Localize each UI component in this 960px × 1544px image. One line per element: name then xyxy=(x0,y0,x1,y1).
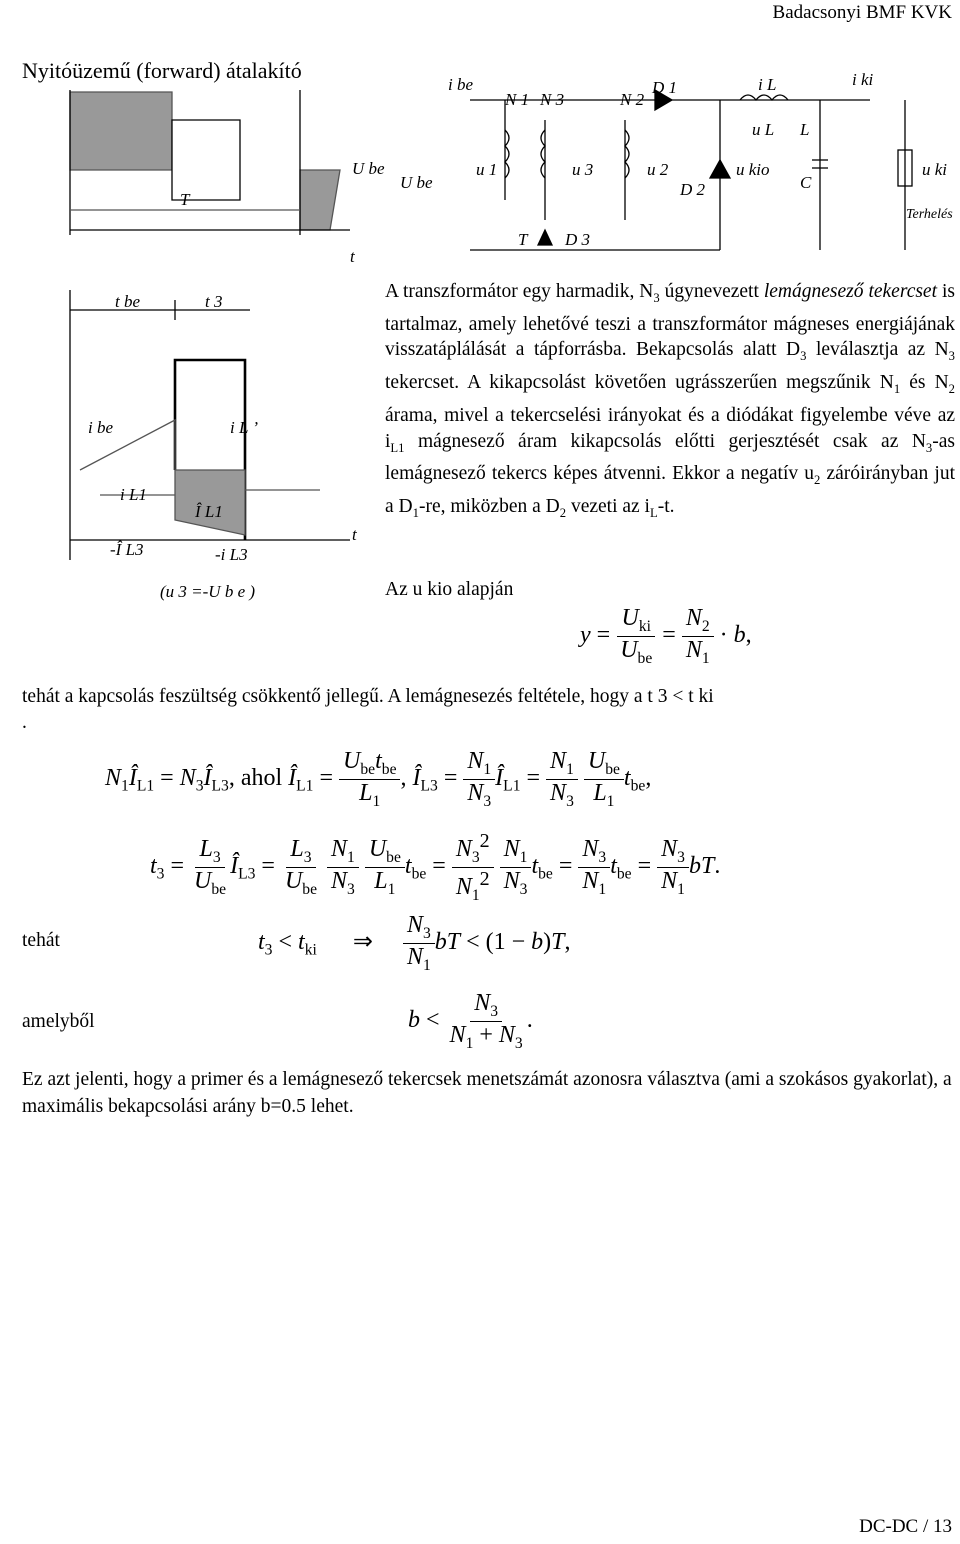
lbl-ibe-wave: i be xyxy=(88,418,114,437)
lbl-iL1: i L1 xyxy=(120,485,147,504)
line-tehat: tehát a kapcsolás feszültség csökkentő jellegű. A lemágnesezés feltétele, hogy a t 3 < t ki xyxy=(22,686,714,707)
lbl-iL: i L xyxy=(758,75,777,94)
lbl-u2: u 2 xyxy=(647,160,669,179)
line-uki: Az u kio alapján xyxy=(385,579,514,600)
lbl-N1: N 1 xyxy=(505,90,530,109)
lbl-N2: N 2 xyxy=(620,90,645,109)
page-footer: DC-DC / 13 xyxy=(859,1516,952,1537)
lbl-D1: D 1 xyxy=(652,78,678,97)
equation-t3: $t_3$ = $\frac{L_3}{U_{be}}$ $Î_{L3}$ = $\frac{L_3}{U_{be}}$ $\frac{N_1}{N_3}$ $\frac{U_{be}}{L_1}$ $t_{be}$ = $\frac{N_3^2}{N_1^2}$ $\frac{N_1}{N_3}$ $t_{be}$ = $\frac{N_3}{N_1}$ $t_{be}$ = $\frac{N_3}{N_1}$ bT. xyxy=(150,830,721,904)
page-title: Nyitóüzemű (forward) átalakító xyxy=(22,58,302,83)
lbl-D2: D 2 xyxy=(680,180,706,199)
lbl-D3: D 3 xyxy=(565,230,591,249)
body-paragraph: A transzformátor egy harmadik, $N_3$ úgynevezett lemágnesező tekercset is tartalmaz, amely lehetővé teszi a transzformátor mágneses energiájának visszatáplálását a tápforrásba. Bekapcsolás alatt $D_3$ leválasztja az $N_3$ tekercset. A kikapcsolást követően ugrásszerűen megszűnik $N_1$ és $N_2$ árama, mivel a tekercselési irányokat és a diódákat figyelembe véve az $i_{L1}$ mágnesező áram kikapcsolás előtti gerjesztését csak az $N_3-as$ lemágnesező tekercs képes átvenni. Ekkor a negatív $u_2$ záróirányban jut a $D_1-re$, miközben a $D_2$ vezeti az $i_L-t$. xyxy=(385,281,955,520)
lbl-ukio: u kio xyxy=(736,160,770,179)
conclusion: Ez azt jelenti, hogy a primer és a lemágnesező tekercsek menetszámát azonosra választva (ami a szokásos gyakorlat), a maximális bekapcsolási arány b=0.5 lehet. xyxy=(22,1069,952,1117)
equation-tehat: $t_3 < t_{ki}$ ⇒ $\frac{N_3}{N_1}$ bT < (1 − b)T, xyxy=(258,912,571,974)
lbl-u1: u 1 xyxy=(476,160,498,179)
lbl-N3: N 3 xyxy=(540,90,565,109)
lbl-uki: u ki xyxy=(922,160,948,179)
equation-y: y = $\frac{U_{ki}}{U_{be}}$ = $\frac{N_2}{N_1}$ · b, xyxy=(580,605,752,667)
page-header: Badacsonyi BMF KVK xyxy=(772,2,952,23)
lbl-C: C xyxy=(800,173,812,192)
lbl-tbe: t be xyxy=(115,292,141,311)
label-amelybol: amelyből xyxy=(22,1011,95,1032)
lbl-iki: i ki xyxy=(852,70,874,89)
ube-pulse xyxy=(300,170,340,230)
dot: . xyxy=(22,712,27,733)
lbl-u3eq: (u 3 =-U b e ) xyxy=(160,582,256,601)
lbl-uL: u L xyxy=(752,120,775,139)
lbl-ube-circ: U be xyxy=(400,173,433,192)
lbl-IL1hat: Î L1 xyxy=(195,502,223,521)
lbl-terheles: Terhelés xyxy=(906,207,953,222)
lbl-t-bottom: t xyxy=(352,525,357,544)
equation-currents: $N_1Î_{L1}$ = $N_3Î_{L3}$, ahol $Î_{L1}$ = $\frac{U_{be}t_{be}}{L_1}$ , $Î_{L3}$ = $\frac{N_1}{N_3}$ $Î_{L1}$ = $\frac{N_1}{N_3}$ $\frac{U_{be}}{L_1}$ $t_{be}$, xyxy=(105,748,652,810)
lbl-L: L xyxy=(800,120,810,139)
lbl-iLprime: i L ’ xyxy=(230,418,259,437)
lbl-T-top: T xyxy=(180,190,190,209)
lbl-ube-wave: U be xyxy=(352,159,385,178)
lbl-t3: t 3 xyxy=(205,292,223,311)
lbl-ibe: i be xyxy=(448,75,474,94)
lbl-u3: u 3 xyxy=(572,160,594,179)
lbl-miL3: -i L3 xyxy=(215,545,248,564)
u1-pulse xyxy=(70,92,172,170)
lbl-T-circ: T xyxy=(518,230,528,249)
label-tehat: tehát xyxy=(22,930,60,951)
lbl-IL3hat: -Î L3 xyxy=(110,540,144,559)
u3-neg-pulse xyxy=(172,120,240,200)
lbl-t-top: t xyxy=(350,247,355,266)
equation-b: b < $\frac{N_3}{N_1 + N_3}$ . xyxy=(408,990,533,1052)
